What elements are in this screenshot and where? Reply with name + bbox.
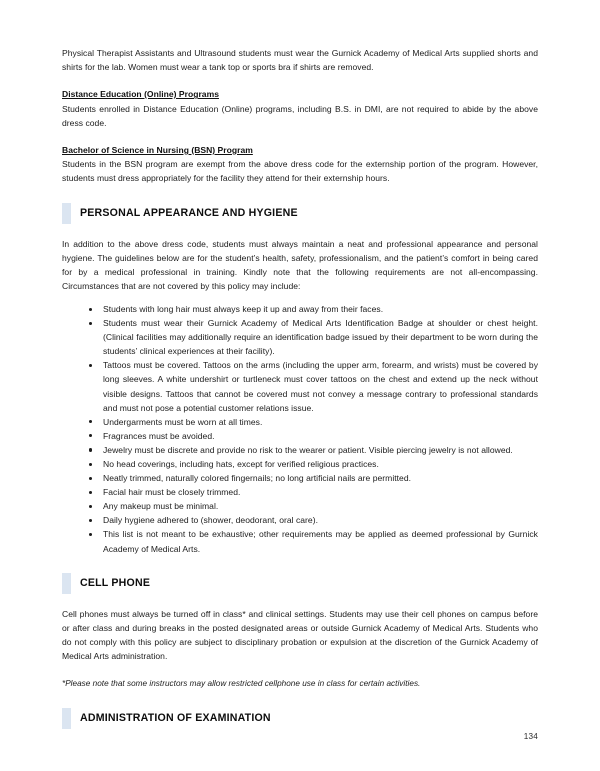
section-heading-cell-phone (62, 573, 538, 594)
section-heading-label: PERSONAL APPEARANCE AND HYGIENE (80, 206, 298, 219)
spacer (62, 663, 538, 677)
list-item-text: Fragrances must be avoided. (103, 430, 215, 441)
section-heading-label: ADMINISTRATION OF EXAMINATION (80, 712, 271, 724)
section-heading-personal-appearance (62, 203, 538, 224)
spacer (62, 556, 538, 573)
subheading-distance-education: Distance Education (Online) Programs (62, 89, 219, 100)
spacer (62, 594, 538, 607)
list-item-text: Daily hygiene adhered to (shower, deodorant, oral care). (103, 515, 319, 526)
bsn-paragraph: Students in the BSN program are exempt from the above dress code for the externship portion of the program. However, students must dress appropriately for the facility they attend for their externship hours. (62, 159, 538, 184)
list-item-text: No head coverings, including hats, except for verified religious practices. (103, 458, 379, 469)
page-number: 134 (523, 732, 538, 741)
list-item-text: Any makeup must be minimal. (103, 501, 219, 512)
heading-accent-bar-icon (62, 708, 71, 729)
spacer (62, 293, 538, 302)
list-item-text: Students with long hair must always keep it up and away from their faces. (103, 303, 384, 314)
spacer (62, 130, 538, 144)
list-item-text: Students must wear their Gurnick Academy of Medical Arts Identification Badge at shoulder or chest height. (Clinical facilities may additionally require an identification badge issued by their department to be worn during the students’ clinical experiences at their facility). (103, 318, 538, 357)
intro-paragraph: Physical Therapist Assistants and Ultrasound students must wear the Gurnick Academy of Medical Arts supplied shorts and shirts for the lab. Women must wear a tank top or sports bra if shirts are removed. (62, 48, 538, 73)
list-item (62, 471, 538, 485)
cell-phone-footnote: *Please note that some instructors may allow restricted cellphone use in class for certain activities. (62, 679, 421, 688)
list-item (62, 499, 538, 513)
list-item (62, 302, 538, 316)
list-item (62, 358, 538, 414)
list-item-text: This list is not meant to be exhaustive; other requirements may be applied as deemed professional by Gurnick Academy of Medical Arts. (103, 529, 538, 554)
spacer (62, 691, 538, 708)
spacer (62, 186, 538, 203)
list-item (62, 457, 538, 471)
personal-appearance-paragraph: In addition to the above dress code, students must always maintain a neat and professional appearance and personal hygiene. The guidelines below are for the student’s health, safety, professionalism, and the patient’s comfort in being cared for by a medical professional in training. Kindly note that the following requirements are not all-encompassing. Circumstances that are not covered by this policy may include: (62, 238, 538, 291)
list-item-text: Tattoos must be covered. Tattoos on the arms (including the upper arm, forearm, and wrists) must be covered by long sleeves. A white undershirt or turtleneck must cover tattoos on the chest and extend up the neck without visible designs. Tattoos that cannot be covered must not convey a message contrary to professional standards and must not pose a potential customer relations issue. (103, 360, 538, 413)
list-item (62, 415, 538, 429)
page-content (62, 46, 538, 729)
list-item (62, 527, 538, 555)
list-item-text: Facial hair must be closely trimmed. (103, 487, 241, 498)
list-item (62, 316, 538, 358)
list-item-text: Neatly trimmed, naturally colored fingernails; no long artificial nails are permitted. (103, 473, 412, 484)
list-item-text: Undergarments must be worn at all times. (103, 416, 263, 427)
section-heading-label: CELL PHONE (80, 576, 151, 589)
cell-phone-paragraph: Cell phones must always be turned off in class* and clinical settings. Students may use their cell phones on campus before or after class and during breaks in the posted designated areas or outside Gurnick Academy of Medical Arts. Students who do not comply with this policy are subject to disciplinary probation or expulsion at the discretion of the Gurnick Academy of Medical Arts administration. (62, 608, 538, 661)
list-item (62, 485, 538, 499)
list-item-text: Jewelry must be discrete and provide no risk to the wearer or patient. Visible piercing jewelry is not allowed. (103, 444, 513, 455)
list-item (62, 513, 538, 527)
spacer (62, 74, 538, 88)
subheading-bsn-program: Bachelor of Science in Nursing (BSN) Program (62, 144, 253, 155)
distance-education-paragraph: Students enrolled in Distance Education (Online) programs, including B.S. in DMI, are not required to abide by the above dress code. (62, 103, 538, 128)
section-heading-administration-of-examination (62, 708, 538, 729)
spacer (62, 224, 538, 237)
personal-appearance-bullet-list (62, 302, 538, 556)
heading-accent-bar-icon (62, 573, 71, 594)
list-item (62, 443, 538, 457)
list-item (62, 429, 538, 443)
heading-accent-bar-icon (62, 203, 71, 224)
